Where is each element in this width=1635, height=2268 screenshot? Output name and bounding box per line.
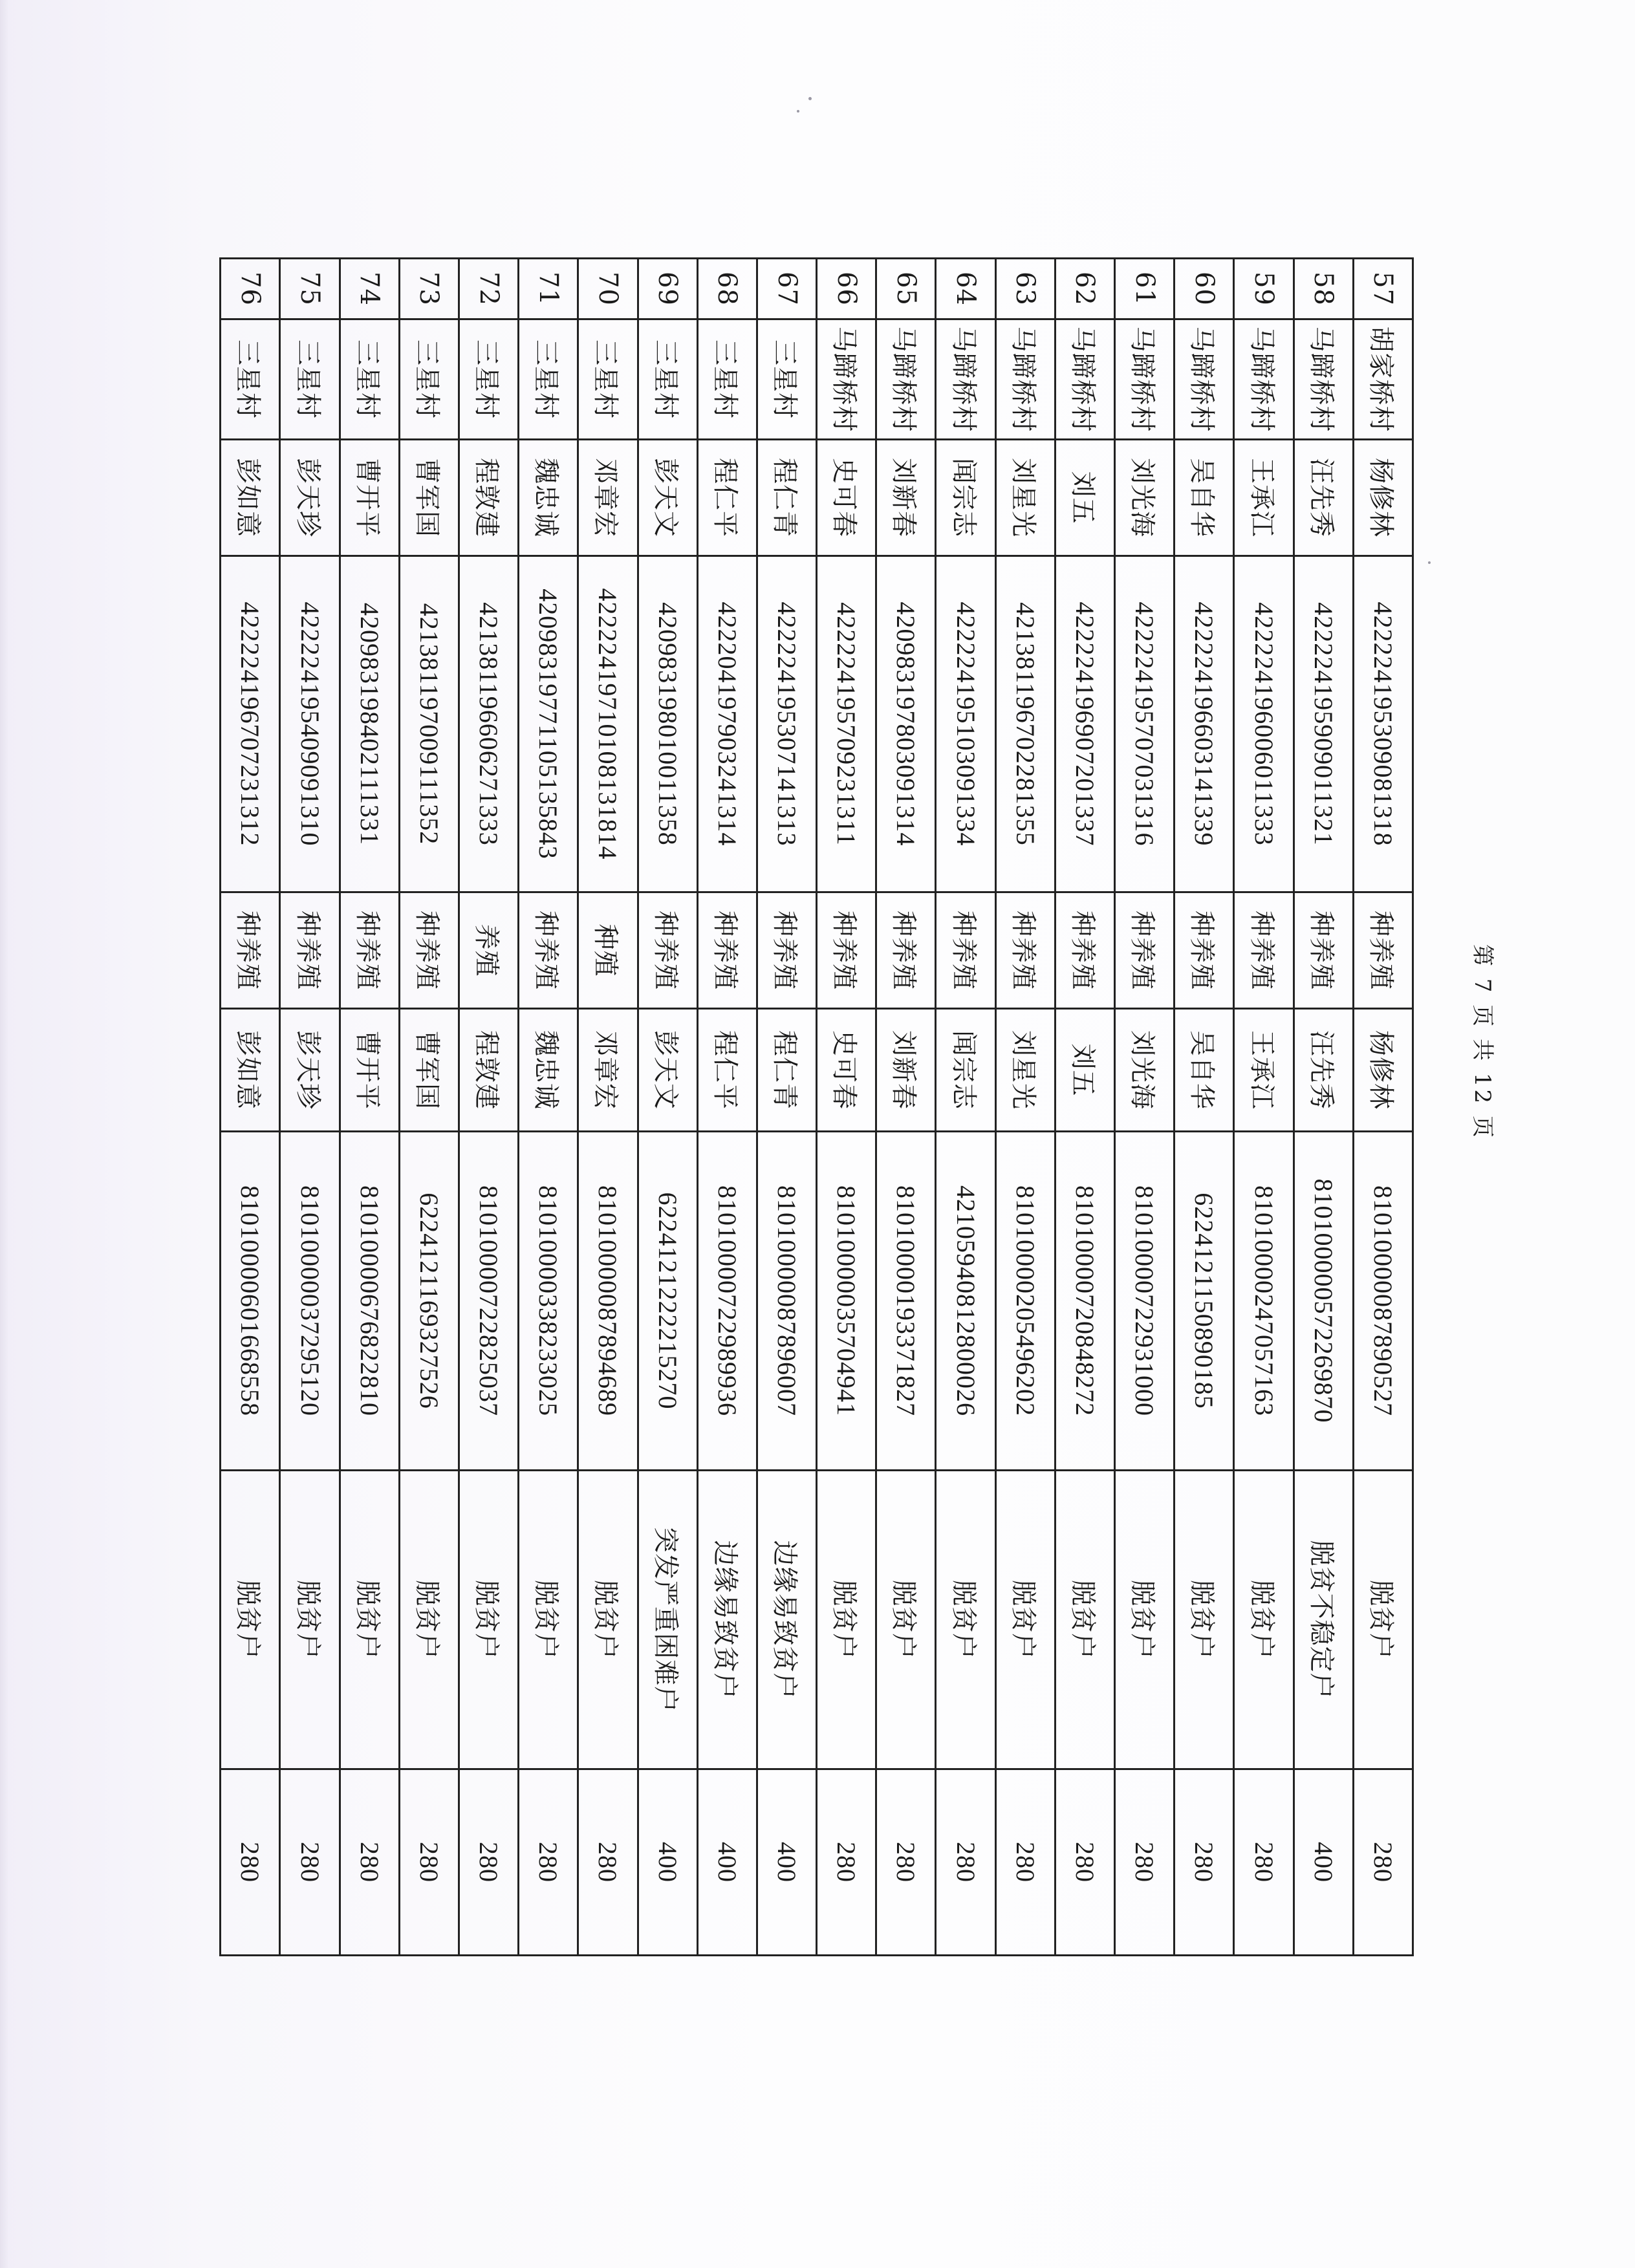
id-number-cell: 422224196907201337 xyxy=(1055,556,1114,892)
name-cell: 魏忠诚 xyxy=(519,440,578,556)
account-number-cell: 81010000205496202 xyxy=(995,1132,1055,1471)
account-holder-cell: 汪先秀 xyxy=(1294,1009,1353,1132)
industry-cell: 种养殖 xyxy=(995,892,1055,1009)
account-holder-cell: 吴自华 xyxy=(1175,1009,1234,1132)
row-number: 67 xyxy=(757,259,816,319)
village-cell: 马蹄桥村 xyxy=(1294,319,1353,440)
household-type-cell: 脱贫户 xyxy=(1055,1471,1114,1769)
table-row xyxy=(936,259,995,1956)
name-cell: 吴自华 xyxy=(1175,440,1234,556)
village-cell: 马蹄桥村 xyxy=(1234,319,1294,440)
id-number-cell: 420983198010011358 xyxy=(638,556,697,892)
village-cell: 三星村 xyxy=(757,319,816,440)
household-type-cell: 脱贫户 xyxy=(1115,1471,1175,1769)
row-number: 74 xyxy=(340,259,399,319)
amount-cell: 280 xyxy=(995,1769,1055,1956)
table-row xyxy=(697,259,757,1956)
industry-cell: 种养殖 xyxy=(221,892,280,1009)
amount-cell: 400 xyxy=(697,1769,757,1956)
account-number-cell: 81010000338233025 xyxy=(519,1132,578,1471)
household-type-cell: 突发严重困难户 xyxy=(638,1471,697,1769)
account-holder-cell: 彭如意 xyxy=(221,1009,280,1132)
household-type-cell: 脱贫户 xyxy=(995,1471,1055,1769)
account-number-cell: 81010000247057163 xyxy=(1234,1132,1294,1471)
amount-cell: 280 xyxy=(1234,1769,1294,1956)
row-number: 69 xyxy=(638,259,697,319)
account-holder-cell: 邓章宏 xyxy=(578,1009,638,1132)
village-cell: 三星村 xyxy=(280,319,340,440)
table-row xyxy=(757,259,816,1956)
industry-cell: 种养殖 xyxy=(1055,892,1114,1009)
amount-cell: 280 xyxy=(936,1769,995,1956)
village-cell: 马蹄桥村 xyxy=(1115,319,1175,440)
account-number-cell: 81010000722825037 xyxy=(459,1132,519,1471)
id-number-cell: 422224195309081318 xyxy=(1353,556,1413,892)
table-row xyxy=(638,259,697,1956)
account-number-cell: 42105940812800026 xyxy=(936,1132,995,1471)
row-number: 75 xyxy=(280,259,340,319)
village-cell: 胡家桥村 xyxy=(1353,319,1413,440)
industry-cell: 种养殖 xyxy=(1175,892,1234,1009)
account-number-cell: 81010000035704941 xyxy=(817,1132,876,1471)
village-cell: 马蹄桥村 xyxy=(876,319,936,440)
table-row xyxy=(1353,259,1413,1956)
table-row xyxy=(876,259,936,1956)
name-cell: 程仁青 xyxy=(757,440,816,556)
household-type-cell: 脱贫户 xyxy=(1234,1471,1294,1769)
village-cell: 三星村 xyxy=(399,319,459,440)
account-holder-cell: 刘新春 xyxy=(876,1009,936,1132)
row-number: 57 xyxy=(1353,259,1413,319)
name-cell: 刘星光 xyxy=(995,440,1055,556)
roster-body xyxy=(221,259,1413,1956)
name-cell: 曹开平 xyxy=(340,440,399,556)
id-number-cell: 421381196606271333 xyxy=(459,556,519,892)
row-number: 59 xyxy=(1234,259,1294,319)
account-holder-cell: 闻宗志 xyxy=(936,1009,995,1132)
amount-cell: 280 xyxy=(1115,1769,1175,1956)
amount-cell: 400 xyxy=(1294,1769,1353,1956)
account-holder-cell: 刘星光 xyxy=(995,1009,1055,1132)
account-number-cell: 6224121150890185 xyxy=(1175,1132,1234,1471)
village-cell: 马蹄桥村 xyxy=(817,319,876,440)
industry-cell: 种养殖 xyxy=(399,892,459,1009)
household-type-cell: 边缘易致贫户 xyxy=(697,1471,757,1769)
id-number-cell: 421381197009111352 xyxy=(399,556,459,892)
id-number-cell: 420983198402111331 xyxy=(340,556,399,892)
id-number-cell: 42222419710108131814 xyxy=(578,556,638,892)
name-cell: 刘光海 xyxy=(1115,440,1175,556)
household-type-cell: 脱贫不稳定户 xyxy=(1294,1471,1353,1769)
id-number-cell: 422224195707031316 xyxy=(1115,556,1175,892)
account-holder-cell: 杨修林 xyxy=(1353,1009,1413,1132)
amount-cell: 280 xyxy=(1055,1769,1114,1956)
name-cell: 程敦建 xyxy=(459,440,519,556)
household-type-cell: 脱贫户 xyxy=(221,1471,280,1769)
household-type-cell: 脱贫户 xyxy=(936,1471,995,1769)
footer-suffix: 页 xyxy=(1469,1115,1495,1140)
industry-cell: 种养殖 xyxy=(519,892,578,1009)
account-holder-cell: 彭天珍 xyxy=(280,1009,340,1132)
id-number-cell: 422224195909011321 xyxy=(1294,556,1353,892)
table-row xyxy=(221,259,280,1956)
account-holder-cell: 程敦建 xyxy=(459,1009,519,1132)
industry-cell: 种养殖 xyxy=(817,892,876,1009)
village-cell: 三星村 xyxy=(638,319,697,440)
industry-cell: 种殖 xyxy=(578,892,638,1009)
account-number-cell: 81010000676822810 xyxy=(340,1132,399,1471)
account-number-cell: 81010000087894689 xyxy=(578,1132,638,1471)
industry-cell: 种养殖 xyxy=(638,892,697,1009)
footer-prefix: 第 xyxy=(1469,944,1495,969)
village-cell: 三星村 xyxy=(519,319,578,440)
row-number: 70 xyxy=(578,259,638,319)
table-row xyxy=(817,259,876,1956)
name-cell: 闻宗志 xyxy=(936,440,995,556)
page-footer xyxy=(1462,944,1500,1138)
account-number-cell: 6224121222215270 xyxy=(638,1132,697,1471)
account-holder-cell: 曹开平 xyxy=(340,1009,399,1132)
household-type-cell: 脱贫户 xyxy=(399,1471,459,1769)
household-type-cell: 脱贫户 xyxy=(1353,1471,1413,1769)
amount-cell: 280 xyxy=(817,1769,876,1956)
account-number-cell: 81010000087890527 xyxy=(1353,1132,1413,1471)
account-number-cell: 810100000572269870 xyxy=(1294,1132,1353,1471)
scan-speck xyxy=(1428,561,1431,564)
household-type-cell: 脱贫户 xyxy=(817,1471,876,1769)
industry-cell: 种养殖 xyxy=(340,892,399,1009)
table-row xyxy=(1294,259,1353,1956)
amount-cell: 280 xyxy=(459,1769,519,1956)
village-cell: 三星村 xyxy=(578,319,638,440)
amount-cell: 280 xyxy=(1175,1769,1234,1956)
household-type-cell: 脱贫户 xyxy=(876,1471,936,1769)
roster-table-rotated xyxy=(233,257,1414,1954)
row-number: 63 xyxy=(995,259,1055,319)
industry-cell: 种养殖 xyxy=(1115,892,1175,1009)
row-number: 58 xyxy=(1294,259,1353,319)
amount-cell: 280 xyxy=(578,1769,638,1956)
name-cell: 彭天文 xyxy=(638,440,697,556)
amount-cell: 280 xyxy=(876,1769,936,1956)
table-row xyxy=(1234,259,1294,1956)
household-type-cell: 脱贫户 xyxy=(340,1471,399,1769)
village-cell: 三星村 xyxy=(221,319,280,440)
account-holder-cell: 彭天文 xyxy=(638,1009,697,1132)
name-cell: 曹军国 xyxy=(399,440,459,556)
account-number-cell: 81010000720848272 xyxy=(1055,1132,1114,1471)
id-number-cell: 42098319771105135843 xyxy=(519,556,578,892)
name-cell: 刘五 xyxy=(1055,440,1114,556)
account-number-cell: 81010000037295120 xyxy=(280,1132,340,1471)
name-cell: 彭如意 xyxy=(221,440,280,556)
table-row xyxy=(399,259,459,1956)
table-row xyxy=(995,259,1055,1956)
row-number: 76 xyxy=(221,259,280,319)
row-number: 64 xyxy=(936,259,995,319)
industry-cell: 种养殖 xyxy=(757,892,816,1009)
amount-cell: 280 xyxy=(280,1769,340,1956)
table-row xyxy=(1055,259,1114,1956)
household-type-cell: 边缘易致贫户 xyxy=(757,1471,816,1769)
roster-table xyxy=(219,257,1414,1956)
industry-cell: 种养殖 xyxy=(1234,892,1294,1009)
row-number: 61 xyxy=(1115,259,1175,319)
name-cell: 王承江 xyxy=(1234,440,1294,556)
footer-page-number: 7 xyxy=(1469,978,1495,995)
amount-cell: 400 xyxy=(757,1769,816,1956)
village-cell: 马蹄桥村 xyxy=(1055,319,1114,440)
household-type-cell: 脱贫户 xyxy=(280,1471,340,1769)
village-cell: 马蹄桥村 xyxy=(936,319,995,440)
table-row xyxy=(280,259,340,1956)
row-number: 68 xyxy=(697,259,757,319)
table-row xyxy=(519,259,578,1956)
industry-cell: 种养殖 xyxy=(936,892,995,1009)
account-number-cell: 6224121169327526 xyxy=(399,1132,459,1471)
table-row xyxy=(340,259,399,1956)
id-number-cell: 422224195709231311 xyxy=(817,556,876,892)
industry-cell: 种养殖 xyxy=(1294,892,1353,1009)
amount-cell: 280 xyxy=(399,1769,459,1956)
name-cell: 程仁平 xyxy=(697,440,757,556)
footer-mid: 页 共 xyxy=(1469,1004,1495,1064)
industry-cell: 种养殖 xyxy=(876,892,936,1009)
account-number-cell: 81010000722931000 xyxy=(1115,1132,1175,1471)
id-number-cell: 422224195103091334 xyxy=(936,556,995,892)
scan-edge-shadow xyxy=(0,0,9,2268)
account-holder-cell: 程仁青 xyxy=(757,1009,816,1132)
industry-cell: 养殖 xyxy=(459,892,519,1009)
id-number-cell: 422224196006011333 xyxy=(1234,556,1294,892)
amount-cell: 280 xyxy=(519,1769,578,1956)
account-holder-cell: 魏忠诚 xyxy=(519,1009,578,1132)
id-number-cell: 422204197903241314 xyxy=(697,556,757,892)
village-cell: 三星村 xyxy=(340,319,399,440)
industry-cell: 种养殖 xyxy=(1353,892,1413,1009)
account-number-cell: 81010000087896007 xyxy=(757,1132,816,1471)
table-row xyxy=(459,259,519,1956)
account-holder-cell: 刘光海 xyxy=(1115,1009,1175,1132)
name-cell: 邓章宏 xyxy=(578,440,638,556)
id-number-cell: 420983197803091314 xyxy=(876,556,936,892)
row-number: 66 xyxy=(817,259,876,319)
account-number-cell: 81010000722989936 xyxy=(697,1132,757,1471)
name-cell: 汪先秀 xyxy=(1294,440,1353,556)
row-number: 60 xyxy=(1175,259,1234,319)
amount-cell: 280 xyxy=(1353,1769,1413,1956)
account-holder-cell: 程仁平 xyxy=(697,1009,757,1132)
amount-cell: 280 xyxy=(340,1769,399,1956)
table-row xyxy=(578,259,638,1956)
industry-cell: 种养殖 xyxy=(280,892,340,1009)
scan-speck xyxy=(797,110,799,113)
name-cell: 杨修林 xyxy=(1353,440,1413,556)
account-holder-cell: 刘五 xyxy=(1055,1009,1114,1132)
table-row xyxy=(1115,259,1175,1956)
id-number-cell: 422224195307141313 xyxy=(757,556,816,892)
account-number-cell: 81010000193371827 xyxy=(876,1132,936,1471)
account-number-cell: 81010000601668558 xyxy=(221,1132,280,1471)
account-holder-cell: 王承江 xyxy=(1234,1009,1294,1132)
table-row xyxy=(1175,259,1234,1956)
village-cell: 三星村 xyxy=(459,319,519,440)
household-type-cell: 脱贫户 xyxy=(459,1471,519,1769)
name-cell: 刘新春 xyxy=(876,440,936,556)
id-number-cell: 421381196702281355 xyxy=(995,556,1055,892)
amount-cell: 280 xyxy=(221,1769,280,1956)
scan-speck xyxy=(808,97,812,100)
household-type-cell: 脱贫户 xyxy=(1175,1471,1234,1769)
footer-total-pages: 12 xyxy=(1469,1072,1495,1107)
industry-cell: 种养殖 xyxy=(697,892,757,1009)
amount-cell: 400 xyxy=(638,1769,697,1956)
account-holder-cell: 曹军国 xyxy=(399,1009,459,1132)
id-number-cell: 422224196707231312 xyxy=(221,556,280,892)
village-cell: 马蹄桥村 xyxy=(1175,319,1234,440)
village-cell: 三星村 xyxy=(697,319,757,440)
id-number-cell: 422224196603141339 xyxy=(1175,556,1234,892)
id-number-cell: 422224195409091310 xyxy=(280,556,340,892)
household-type-cell: 脱贫户 xyxy=(578,1471,638,1769)
row-number: 71 xyxy=(519,259,578,319)
household-type-cell: 脱贫户 xyxy=(519,1471,578,1769)
name-cell: 史可春 xyxy=(817,440,876,556)
account-holder-cell: 史可春 xyxy=(817,1009,876,1132)
name-cell: 彭天珍 xyxy=(280,440,340,556)
row-number: 72 xyxy=(459,259,519,319)
row-number: 65 xyxy=(876,259,936,319)
village-cell: 马蹄桥村 xyxy=(995,319,1055,440)
row-number: 62 xyxy=(1055,259,1114,319)
row-number: 73 xyxy=(399,259,459,319)
